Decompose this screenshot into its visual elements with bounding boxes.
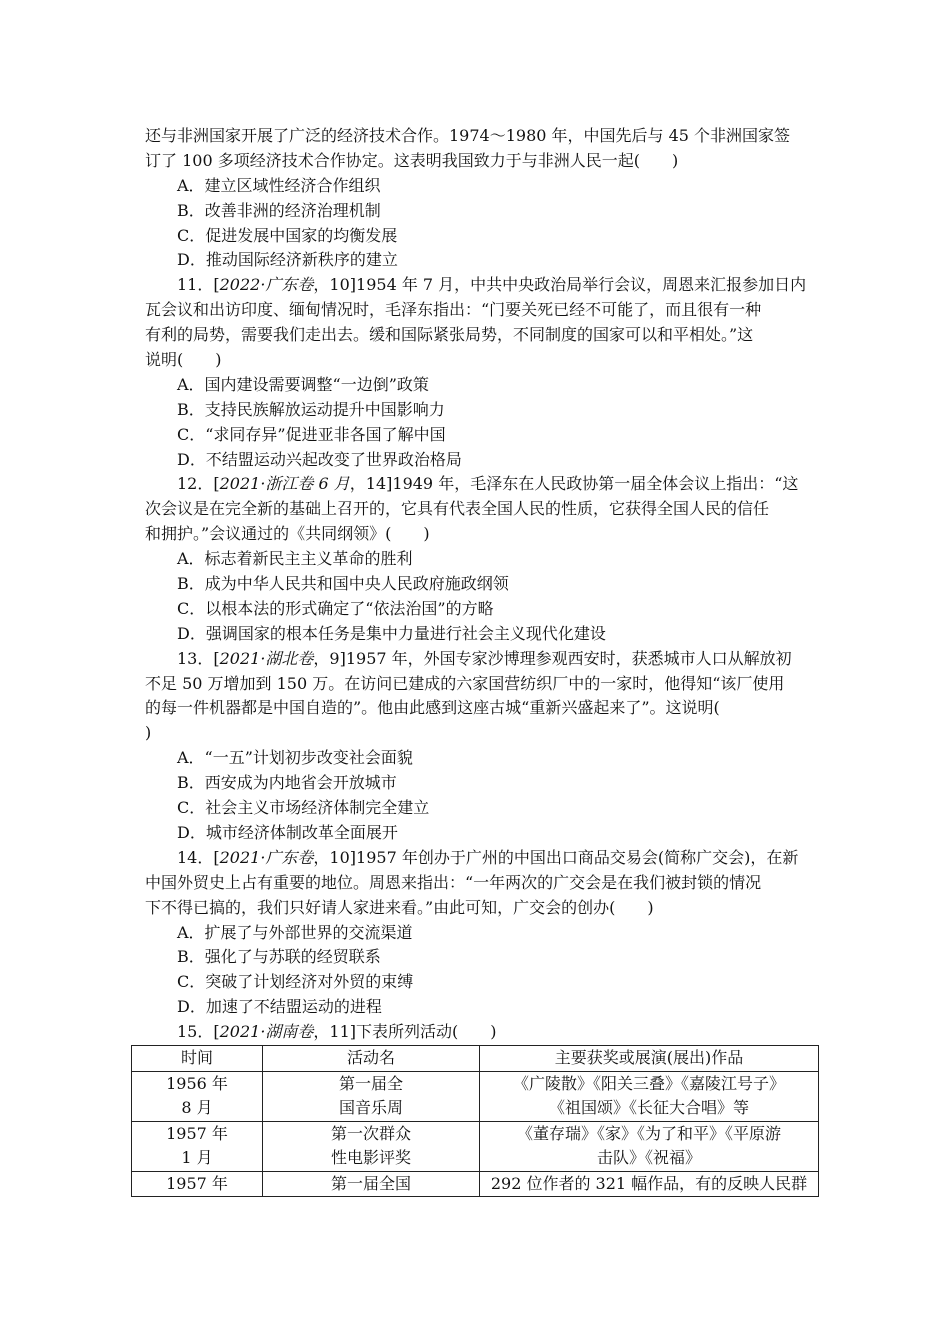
q12-option-b: B．成为中华人民共和国中央人民政府施政纲领 bbox=[177, 574, 509, 594]
q14-option-a: A．扩展了与外部世界的交流渠道 bbox=[177, 922, 413, 942]
table-header-cell: 时间 bbox=[132, 1046, 263, 1072]
table-cell-name: 第一届全国 bbox=[263, 1171, 480, 1197]
q13-text-line: 的每一件机器都是中国自造的”。他由此感到这座古城“重新兴盛起来了”。这说明( bbox=[145, 698, 720, 718]
q11-text-line: 说明( ) bbox=[145, 350, 222, 370]
table-row bbox=[132, 1121, 819, 1171]
q11-text-line: 有利的局势，需要我们走出去。缓和国际紧张局势，不同制度的国家可以和平相处。”这 bbox=[145, 325, 754, 345]
q14-option-b: B．强化了与苏联的经贸联系 bbox=[177, 947, 381, 967]
activities-table bbox=[131, 1045, 819, 1197]
q14-stem-first-line: 14．[2021·广东卷，10]1957 年创办于广州的中国出口商品交易会(简称广交会)，在新 bbox=[177, 847, 799, 867]
q15-source: 2021·湖南卷 bbox=[219, 1022, 314, 1042]
q11-option-c: C．“求同存异”促进亚非各国了解中国 bbox=[177, 424, 446, 444]
q12-option-c: C．以根本法的形式确定了“依法治国”的方略 bbox=[177, 598, 494, 618]
q13-option-d: D．城市经济体制改革全面展开 bbox=[177, 822, 398, 842]
document-body bbox=[145, 124, 809, 1045]
q10-option-a: A．建立区域性经济合作组织 bbox=[177, 175, 381, 195]
q10-text-line: 订了 100 多项经济技术合作协定。这表明我国致力于与非洲人民一起( ) bbox=[145, 150, 679, 170]
table-row bbox=[132, 1171, 819, 1197]
table-row bbox=[132, 1071, 819, 1121]
q13-text-line: 不足 50 万增加到 150 万。在访问已建成的六家国营纺织厂中的一家时，他得知“该厂使用 bbox=[145, 673, 785, 693]
table-cell-works: 292 位作者的 321 幅作品，有的反映人民群 bbox=[480, 1171, 819, 1197]
table-header-cell: 主要获奖或展演(展出)作品 bbox=[480, 1046, 819, 1072]
q13-option-a: A．“一五”计划初步改变社会面貌 bbox=[177, 748, 413, 768]
q13-source: 2021·湖北卷 bbox=[219, 648, 314, 668]
q11-option-d: D．不结盟运动兴起改变了世界政治格局 bbox=[177, 449, 462, 469]
q11-source: 2022·广东卷 bbox=[219, 275, 314, 295]
q14-source: 2021·广东卷 bbox=[219, 847, 314, 867]
q12-stem-first-line: 12．[2021·浙江卷 6 月，14]1949 年，毛泽东在人民政协第一届全体会议上指出：“这 bbox=[177, 474, 799, 494]
q14-text-line: 下不得已搞的，我们只好请人家进来看。”由此可知，广交会的创办( ) bbox=[145, 897, 654, 917]
q10-option-d: D．推动国际经济新秩序的建立 bbox=[177, 250, 398, 270]
q10-option-c: C．促进发展中国家的均衡发展 bbox=[177, 225, 398, 245]
q11-stem-first-line: 11．[2022·广东卷，10]1954 年 7 月，中共中央政治局举行会议，周恩来汇报参加日内 bbox=[177, 275, 807, 295]
table-header-cell: 活动名 bbox=[263, 1046, 480, 1072]
q13-text-line: ) bbox=[145, 723, 152, 743]
q12-text-line: 次会议是在完全新的基础上召开的，它具有代表全国人民的性质，它获得全国人民的信任 bbox=[145, 499, 770, 519]
table-cell-works: 《董存瑞》《家》《为了和平》《平原游 击队》《祝福》 bbox=[480, 1121, 819, 1171]
q13-stem-first-line: 13．[2021·湖北卷，9]1957 年，外国专家沙博理参观西安时，获悉城市人口从解放初 bbox=[177, 648, 792, 668]
q10-text-line: 还与非洲国家开展了广泛的经济技术合作。1974～1980 年，中国先后与 45 个非洲国家签 bbox=[145, 126, 791, 145]
table-cell-name: 第一次群众 性电影评奖 bbox=[263, 1121, 480, 1171]
q12-option-a: A．标志着新民主主义革命的胜利 bbox=[177, 549, 413, 569]
table-cell-time: 1957 年 1 月 bbox=[132, 1121, 263, 1171]
q12-source: 2021·浙江卷 6 月 bbox=[219, 474, 350, 494]
q15-stem-first-line: 15．[2021·湖南卷，11]下表所列活动( ) bbox=[177, 1022, 497, 1042]
q11-text-line: 瓦会议和出访印度、缅甸情况时，毛泽东指出：“门要关死已经不可能了，而且很有一种 bbox=[145, 300, 762, 320]
table-header-row bbox=[132, 1046, 819, 1072]
table-cell-time: 1957 年 bbox=[132, 1171, 263, 1197]
q14-option-d: D．加速了不结盟运动的进程 bbox=[177, 997, 382, 1017]
q11-option-b: B．支持民族解放运动提升中国影响力 bbox=[177, 399, 445, 419]
q14-text-line: 中国外贸史上占有重要的地位。周恩来指出：“一年两次的广交会是在我们被封锁的情况 bbox=[145, 872, 762, 892]
q12-option-d: D．强调国家的根本任务是集中力量进行社会主义现代化建设 bbox=[177, 623, 606, 643]
q12-text-line: 和拥护。”会议通过的《共同纲领》( ) bbox=[145, 524, 430, 544]
table-cell-name: 第一届全 国音乐周 bbox=[263, 1071, 480, 1121]
table-cell-works: 《广陵散》《阳关三叠》《嘉陵江号子》 《祖国颂》《长征大合唱》等 bbox=[480, 1071, 819, 1121]
q13-option-c: C．社会主义市场经济体制完全建立 bbox=[177, 798, 430, 818]
q13-option-b: B．西安成为内地省会开放城市 bbox=[177, 773, 397, 793]
q14-option-c: C．突破了计划经济对外贸的束缚 bbox=[177, 972, 414, 992]
q11-option-a: A．国内建设需要调整“一边倒”政策 bbox=[177, 374, 429, 394]
table-cell-time: 1956 年 8 月 bbox=[132, 1071, 263, 1121]
q10-option-b: B．改善非洲的经济治理机制 bbox=[177, 200, 381, 220]
